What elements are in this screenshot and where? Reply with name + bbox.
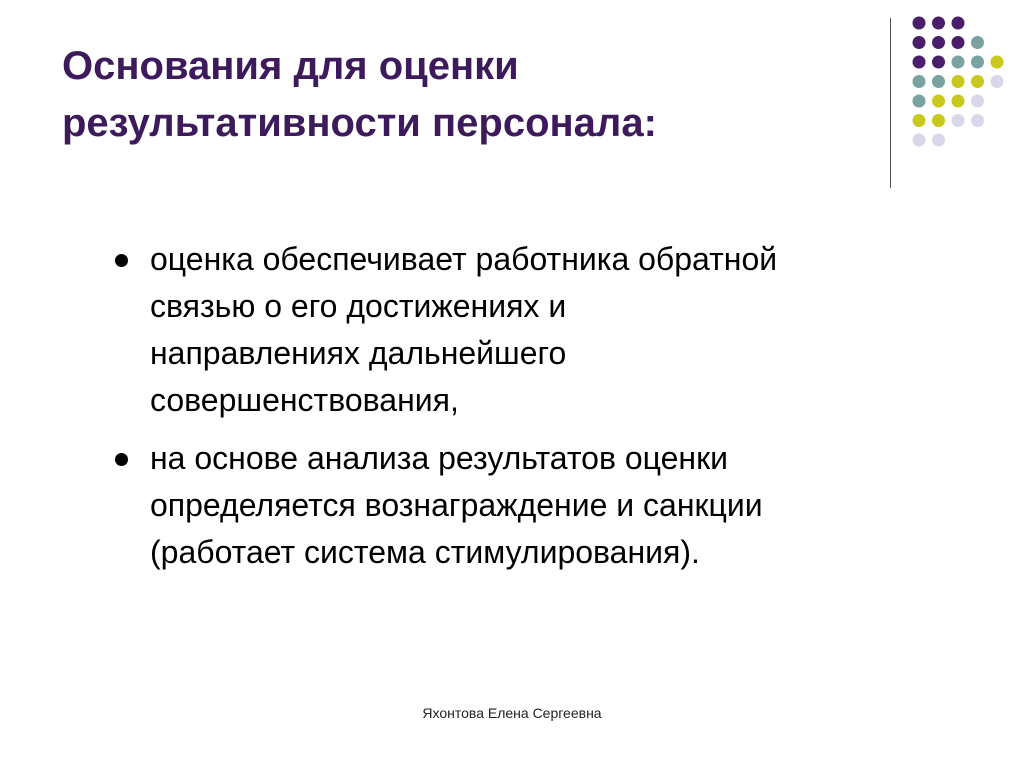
decorative-dot <box>952 114 965 127</box>
bullet-list <box>112 236 992 587</box>
bullet-line: оценка обеспечивает работника обратной <box>150 241 778 277</box>
decorative-dot <box>952 56 965 69</box>
decorative-dot <box>913 17 926 30</box>
vertical-divider <box>890 18 891 188</box>
decorative-dot <box>932 95 945 108</box>
decorative-dot <box>913 134 926 147</box>
decorative-dot <box>932 36 945 49</box>
bullet-text <box>150 236 992 424</box>
bullet-icon <box>115 453 128 466</box>
decorative-dot <box>913 36 926 49</box>
decorative-dot <box>991 56 1004 69</box>
decorative-dot <box>913 56 926 69</box>
bullet-item <box>112 435 992 576</box>
bullet-item <box>112 236 992 424</box>
bullet-icon <box>115 254 128 267</box>
bullet-line: связью о его достижениях и <box>150 288 567 324</box>
decorative-dot <box>952 95 965 108</box>
bullet-line: (работает система стимулирования). <box>150 534 700 570</box>
slide-title <box>62 38 862 152</box>
decorative-dot <box>932 56 945 69</box>
decorative-dot <box>932 17 945 30</box>
decorative-dot <box>932 114 945 127</box>
decorative-dot <box>913 114 926 127</box>
decorative-dot <box>913 95 926 108</box>
slide-footer: Яхонтова Елена Сергеевна <box>422 705 602 721</box>
decorative-dot <box>971 56 984 69</box>
slide-title-line: Основания для оценки <box>62 44 519 88</box>
decorative-dot <box>971 95 984 108</box>
bullet-text <box>150 435 992 576</box>
decorative-dot <box>971 75 984 88</box>
bullet-line: совершенствования, <box>150 382 459 418</box>
decorative-dot <box>913 75 926 88</box>
decorative-dot <box>971 114 984 127</box>
decorative-dot <box>952 36 965 49</box>
decorative-dot <box>932 75 945 88</box>
decorative-dot <box>952 75 965 88</box>
bullet-line: направлениях дальнейшего <box>150 335 567 371</box>
decorative-dot <box>952 17 965 30</box>
bullet-line: определяется вознаграждение и санкции <box>150 487 763 523</box>
bullet-line: на основе анализа результатов оценки <box>150 440 728 476</box>
decorative-dot <box>991 75 1004 88</box>
decorative-dot <box>971 36 984 49</box>
slide-title-line: результативности персонала: <box>62 101 657 145</box>
decorative-dot <box>932 134 945 147</box>
